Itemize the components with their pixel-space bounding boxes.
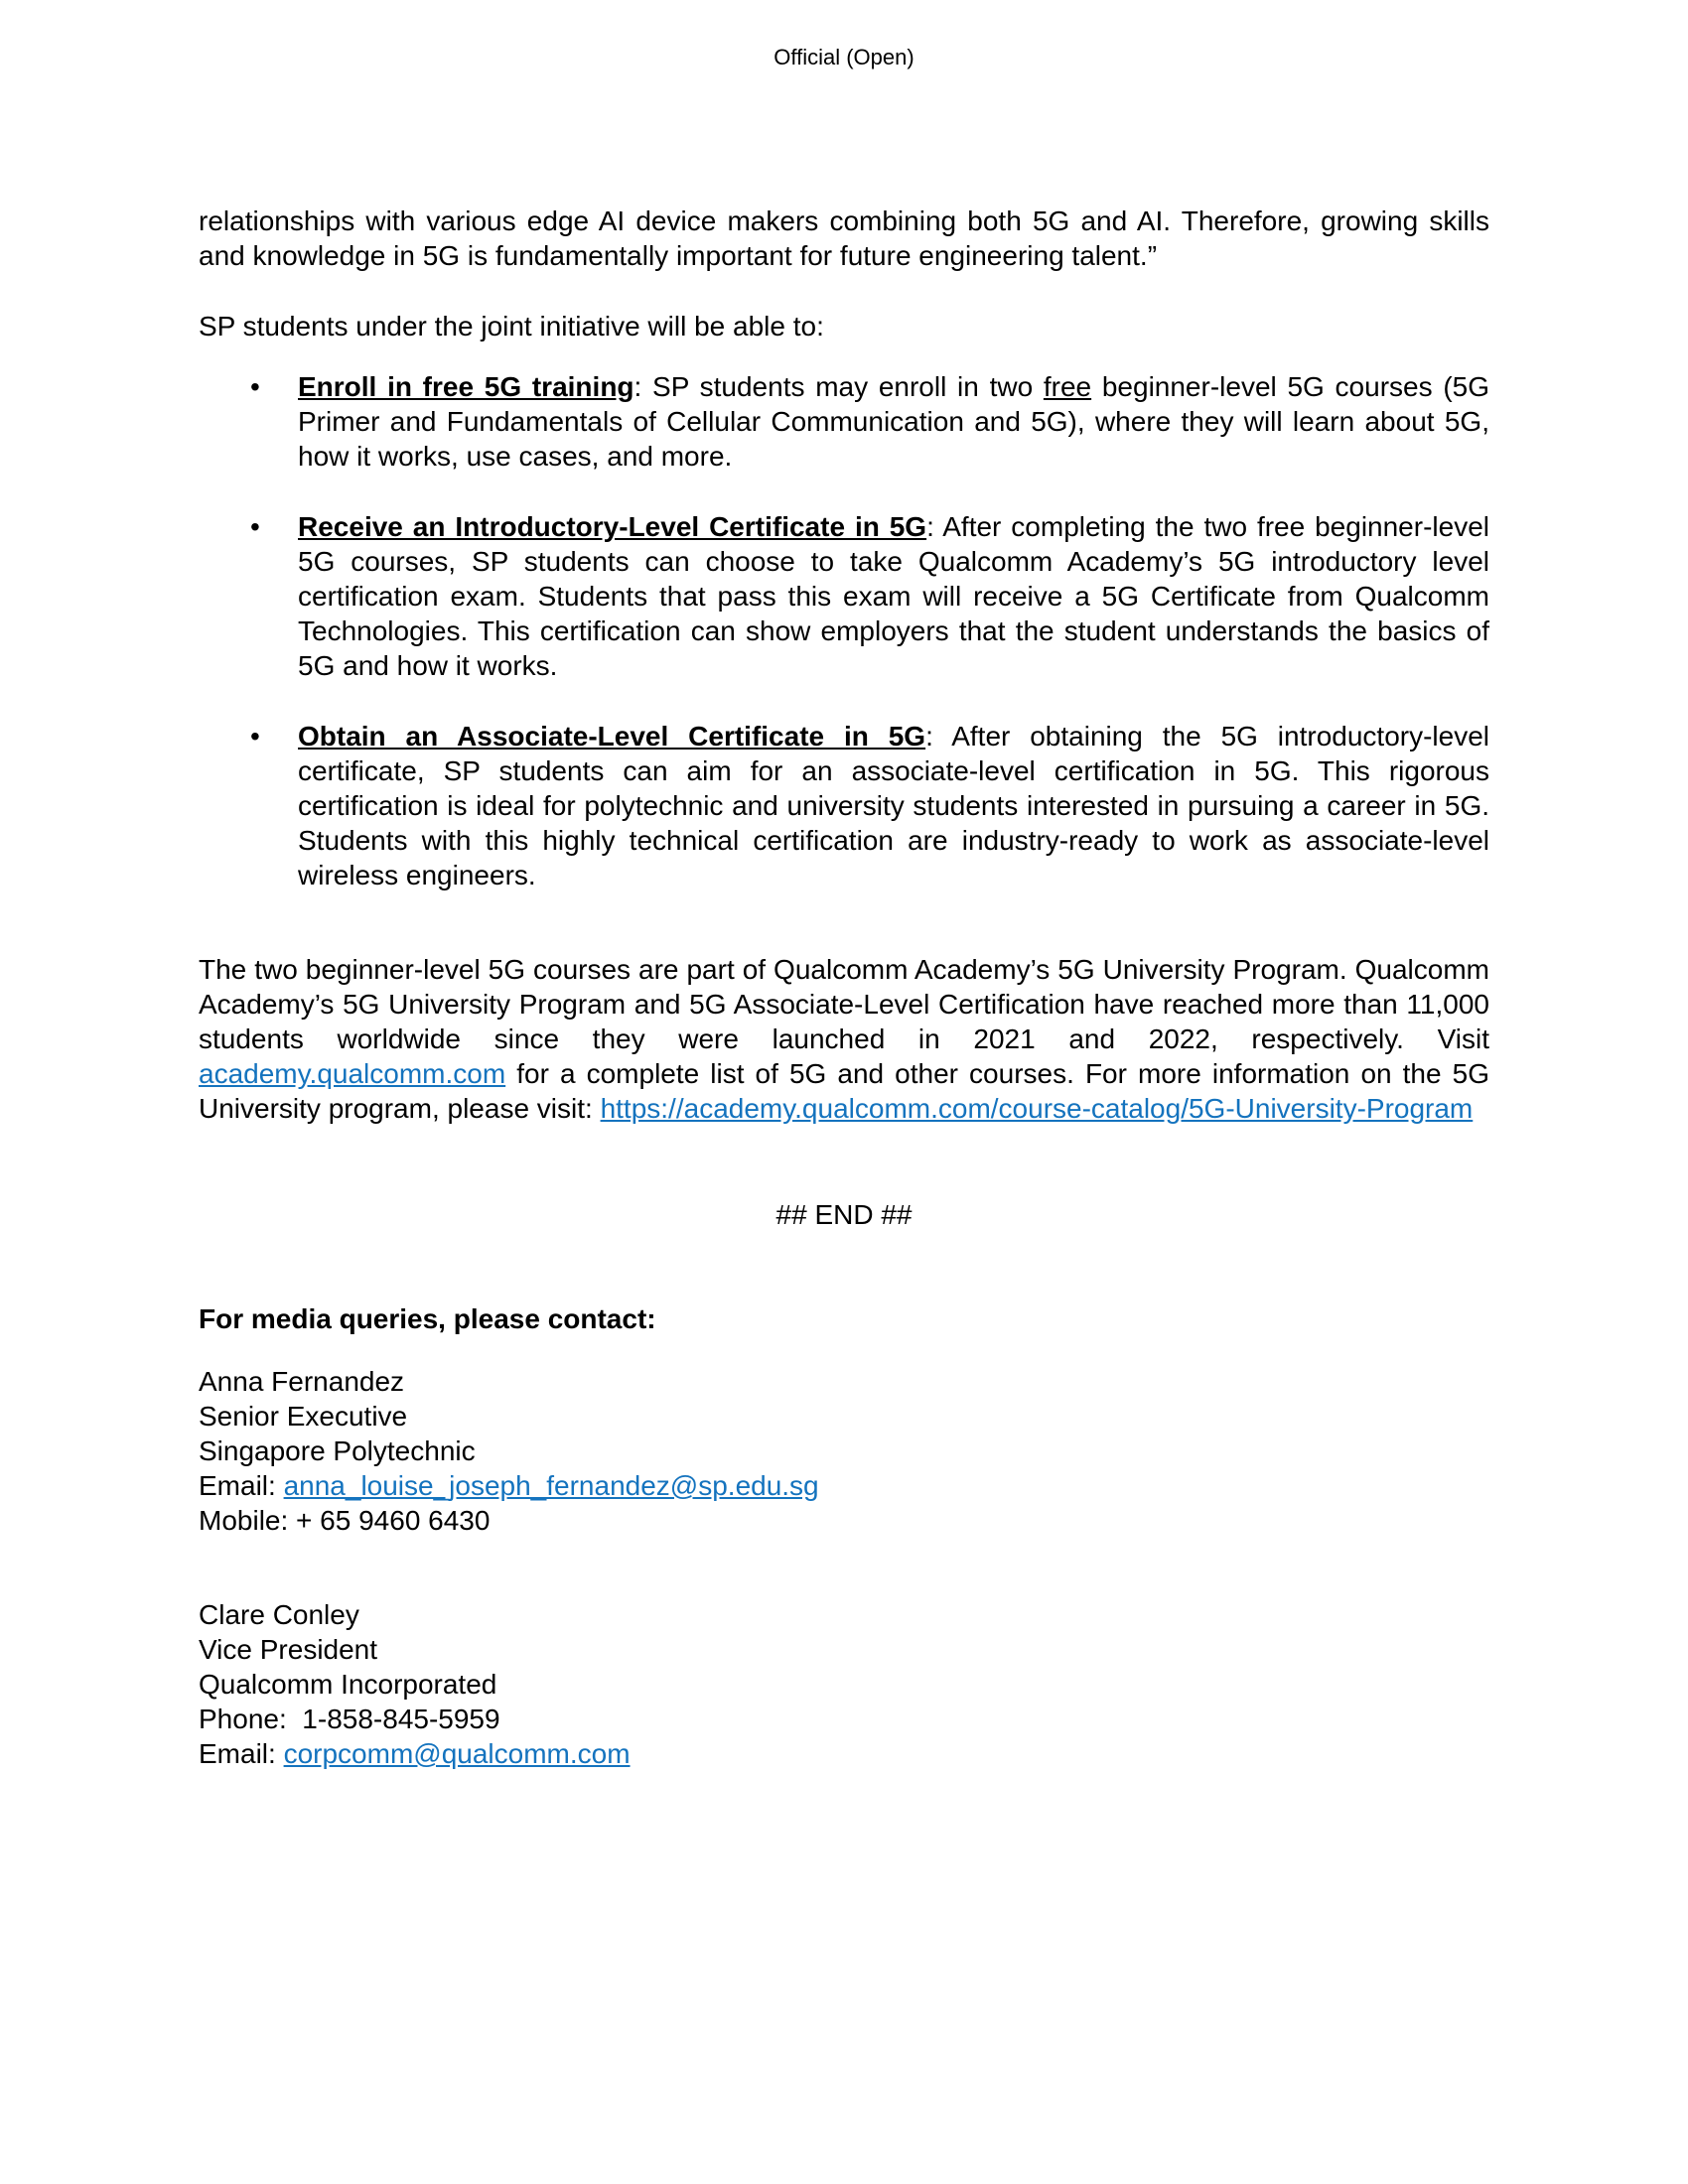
bullet-icon: • xyxy=(250,511,260,542)
closing-text: The two beginner-level 5G courses are part of Qualcomm Academy’s 5G University Program. Qualcomm Academy’s 5G University Program and 5G Associate-Level Certification have reached more than 11,000 students worldwide since they were launched in 2021 and 2022, respectively. Visit xyxy=(199,954,1489,1054)
bullet-icon: • xyxy=(250,721,260,751)
bullet-text xyxy=(298,719,1489,892)
media-queries-heading: For media queries, please contact: xyxy=(199,1303,656,1334)
bullet-body-text: beginner-level 5G courses (5G Primer and Fundamentals of Cellular Communication and 5G), where they will learn about 5G, how it works, use cases, and more. xyxy=(298,371,1490,472)
contact-name: Clare Conley xyxy=(199,1599,359,1630)
email-label: Email: xyxy=(199,1738,284,1769)
bullet-body-text: SP students may enroll in two xyxy=(652,371,1044,402)
contact-name: Anna Fernandez xyxy=(199,1366,405,1397)
contact-block-anna-fernandez xyxy=(199,1364,1489,1538)
bullet-separator: : xyxy=(633,371,653,402)
contact-email-line xyxy=(199,1468,1489,1503)
bullet-title: Enroll in free 5G training xyxy=(298,371,634,402)
bullet-icon: • xyxy=(250,371,260,402)
university-program-link[interactable]: https://academy.qualcomm.com/course-catalog/5G-University-Program xyxy=(600,1093,1474,1124)
contact-phone-line: Phone: 1-858-845-5959 xyxy=(199,1704,500,1734)
bullet-lead-in: SP students under the joint initiative will be able to: xyxy=(199,311,824,341)
bullet-separator: : xyxy=(926,511,943,542)
list-item-associate-certificate xyxy=(199,719,1489,892)
contact-organization: Singapore Polytechnic xyxy=(199,1435,476,1466)
bullet-title: Obtain an Associate-Level Certificate in 5G xyxy=(298,721,926,751)
list-item-enroll xyxy=(199,369,1489,474)
bullet-body-text: After obtaining the 5G introductory-level certificate, SP students can aim for an associate-level certification in 5G. This rigorous certification is ideal for polytechnic and university students interested in pursuing a career in 5G. Students with this highly technical certification are industry-ready to work as associate-level wireless engineers. xyxy=(298,721,1489,890)
clare-email-link[interactable]: corpcomm@qualcomm.com xyxy=(283,1738,631,1769)
anna-email-link[interactable]: anna_louise_joseph_fernandez@sp.edu.sg xyxy=(283,1470,819,1501)
underlined-word: free xyxy=(1043,371,1092,402)
list-item-introductory-certificate xyxy=(199,509,1489,683)
classification-header: Official (Open) xyxy=(774,45,914,69)
bullet-text xyxy=(298,369,1489,474)
closing-text: for a complete list of 5G and other courses. For more information on the 5G University program, please visit: xyxy=(199,1058,1489,1124)
bullet-text xyxy=(298,509,1489,683)
benefit-list xyxy=(199,369,1489,892)
academy-qualcomm-link[interactable]: academy.qualcomm.com xyxy=(199,1058,506,1089)
contact-title: Vice President xyxy=(199,1634,378,1665)
contact-block-clare-conley xyxy=(199,1597,1489,1771)
bullet-separator: : xyxy=(925,721,952,751)
bullet-title: Receive an Introductory-Level Certificate in 5G xyxy=(298,511,927,542)
bullet-body-text: After completing the two free beginner-level 5G courses, SP students can choose to take Qualcomm Academy’s 5G introductory level certification exam. Students that pass this exam will receive a 5G Certificate from Qualcomm Technologies. This certification can show employers that the student understands the basics of 5G and how it works. xyxy=(298,511,1489,681)
closing-paragraph xyxy=(199,952,1489,1126)
email-label: Email: xyxy=(199,1470,284,1501)
contact-email-line xyxy=(199,1736,1489,1771)
intro-paragraph: relationships with various edge AI device makers combining both 5G and AI. Therefore, growing skills and knowledge in 5G is fundamentally important for future engineering talent.” xyxy=(199,205,1489,271)
contact-organization: Qualcomm Incorporated xyxy=(199,1669,497,1700)
end-marker: ## END ## xyxy=(775,1199,913,1230)
contact-mobile-line: Mobile: + 65 9460 6430 xyxy=(199,1505,491,1536)
contact-title: Senior Executive xyxy=(199,1401,408,1432)
document-body xyxy=(0,204,1688,1771)
